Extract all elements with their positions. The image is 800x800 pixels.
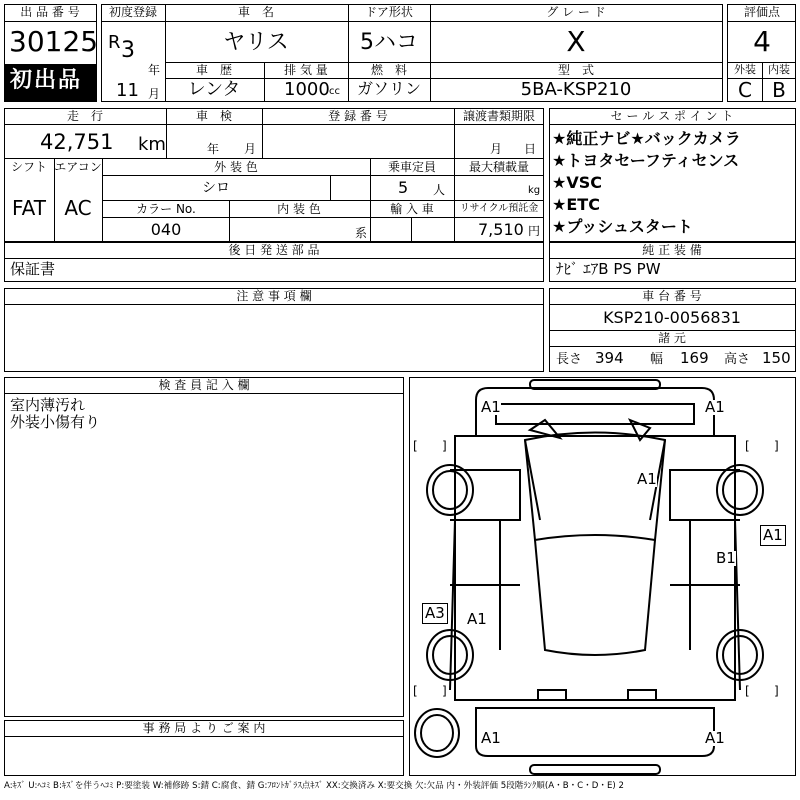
history-value: レンタ xyxy=(187,79,241,100)
displacement-value: 1000 xyxy=(284,79,330,100)
exterior-label: 外装 xyxy=(734,63,756,76)
capacity-value: 5 xyxy=(398,178,409,197)
ac-label: エアコン xyxy=(54,160,102,174)
ac-value: AC xyxy=(64,196,92,220)
inspector-line-1: 室内薄汚れ xyxy=(10,396,86,414)
svg-text:]: ] xyxy=(774,439,779,453)
lot-number: 30125 xyxy=(9,25,99,58)
dims-label: 諸 元 xyxy=(658,331,686,345)
recycle-label: リサイクル預託金 xyxy=(459,203,539,214)
model-label: 型 式 xyxy=(557,63,595,77)
damage-mark-left-rear: A3 xyxy=(422,603,448,624)
equipment-label: 純 正 装 備 xyxy=(642,243,702,257)
sales-point-5: ★プッシュスタート xyxy=(552,217,693,236)
exterior-grade: C xyxy=(738,78,752,102)
transfer-day-unit: 日 xyxy=(524,142,537,156)
length-value: 394 xyxy=(595,349,624,367)
notes-label: 注 意 事 項 欄 xyxy=(236,289,312,303)
transfer-month-unit: 月 xyxy=(490,142,503,156)
import-label: 輸 入 車 xyxy=(390,202,434,216)
interior-grade: B xyxy=(772,78,786,102)
car-name: ヤリス xyxy=(223,30,289,55)
height-label: 高さ xyxy=(724,352,751,367)
load-unit: kg xyxy=(528,185,541,196)
door-value: 5ハコ xyxy=(360,30,418,55)
sales-point-2: ★トヨタセーフティセンス xyxy=(552,151,740,170)
sales-point-4: ★ETC xyxy=(552,195,600,214)
damage-diagram xyxy=(409,377,796,776)
history-label: 車 歴 xyxy=(195,63,233,77)
recycle-unit: 円 xyxy=(528,224,541,238)
reg-label: 初度登録 xyxy=(108,5,158,19)
inspection-month-unit: 月 xyxy=(244,142,257,156)
lot-label: 出 品 番 号 xyxy=(20,5,80,19)
chassis-value: KSP210-0056831 xyxy=(603,308,741,327)
svg-text:[: [ xyxy=(745,684,750,698)
shift-value: FAT xyxy=(11,196,47,220)
sales-label: セ ー ル ス ポ イ ン ト xyxy=(610,109,734,123)
height-value: 150 xyxy=(762,349,791,367)
svg-text:]: ] xyxy=(774,684,779,698)
svg-text:[: [ xyxy=(413,439,418,453)
reg-month: 11 xyxy=(116,80,139,101)
svg-text:]: ] xyxy=(442,439,447,453)
svg-text:[: [ xyxy=(745,439,750,453)
damage-mark-right-door: B1 xyxy=(716,549,736,567)
grade-value: X xyxy=(566,25,586,58)
inspection-label: 車 検 xyxy=(195,109,233,123)
capacity-label: 乗車定員 xyxy=(387,160,437,174)
sales-point-1: ★純正ナビ★バックカメラ xyxy=(552,129,741,148)
year-unit: 年 xyxy=(148,63,161,77)
color-no-value: 040 xyxy=(150,220,182,239)
length-label: 長さ xyxy=(556,352,583,367)
car-name-label: 車 名 xyxy=(237,5,275,19)
interior-color-unit: 系 xyxy=(355,226,368,240)
damage-mark-rear-left: A1 xyxy=(481,729,501,747)
color-no-label: カラー No. xyxy=(136,202,196,216)
interior-label: 内装 xyxy=(768,63,790,76)
svg-text:[: [ xyxy=(413,684,418,698)
interior-color-label: 内 装 色 xyxy=(277,202,321,216)
mileage-label: 走 行 xyxy=(66,109,104,123)
displacement-unit: cc xyxy=(329,86,340,97)
plate-label: 登 録 番 号 xyxy=(328,109,388,123)
grade-label: グ レ ー ド xyxy=(546,5,606,19)
door-label: ドア形状 xyxy=(365,5,413,19)
later-parts-value: 保証書 xyxy=(10,260,56,278)
svg-text:]: ] xyxy=(442,684,447,698)
sales-point-3: ★VSC xyxy=(552,173,602,192)
inspection-year-unit: 年 xyxy=(207,142,220,156)
inspector-line-2: 外装小傷有り xyxy=(10,413,101,431)
width-label: 幅 xyxy=(650,352,664,367)
width-value: 169 xyxy=(680,349,709,367)
damage-mark-rear-right: A1 xyxy=(705,729,725,747)
load-label: 最大積載量 xyxy=(468,160,530,174)
fuel-label: 燃 料 xyxy=(370,63,408,77)
damage-mark-left-quarter: A1 xyxy=(467,610,487,628)
damage-mark-front-right: A1 xyxy=(705,398,725,416)
score-label: 評価点 xyxy=(743,5,781,19)
damage-mark-bonnet: A1 xyxy=(637,470,657,488)
legend-footer: A:ｷｽﾞ U:ﾍｺﾐ B:ｷｽﾞを伴うﾍｺﾐ P:要塗装 W:補修跡 S:錆 C:腐食、錆 G:ﾌﾛﾝﾄｶﾞﾗｽ点ｷｽﾞ XX:交換済み X:要交換 欠:欠品 内・外装評価 5段階ﾗﾝｸ順(A・B・C・D・E) 2 xyxy=(4,781,624,791)
transfer-label: 譲渡書類期限 xyxy=(462,109,536,123)
later-parts-label: 後 日 発 送 部 品 xyxy=(228,243,320,257)
color-label: 外 装 色 xyxy=(214,160,258,174)
capacity-unit: 人 xyxy=(433,183,446,197)
damage-mark-right-front-fender: A1 xyxy=(760,525,786,546)
model-value: 5BA-KSP210 xyxy=(520,79,632,100)
reg-year: 3 xyxy=(121,38,135,63)
damage-mark-front-left: A1 xyxy=(481,398,501,416)
recycle-value: 7,510 xyxy=(478,220,524,239)
inspector-label: 検 査 員 記 入 欄 xyxy=(158,378,250,392)
color-value: シロ xyxy=(202,180,230,196)
office-label: 事 務 局 よ り ご 案 内 xyxy=(142,721,266,735)
chassis-label: 車 台 番 号 xyxy=(642,289,702,303)
reg-era: R xyxy=(108,32,121,53)
score-value: 4 xyxy=(753,25,771,58)
equipment-value: ﾅﾋﾞ ｴｱB PS PW xyxy=(556,260,661,278)
mileage-unit: km xyxy=(138,134,166,155)
shift-label: シフト xyxy=(10,160,48,174)
fuel-value: ガソリン xyxy=(356,79,422,98)
displacement-label: 排 気 量 xyxy=(284,63,328,77)
first-listing-text: 初出品 xyxy=(10,68,83,93)
mileage-value: 42,751 xyxy=(40,130,114,154)
month-unit: 月 xyxy=(148,87,161,101)
